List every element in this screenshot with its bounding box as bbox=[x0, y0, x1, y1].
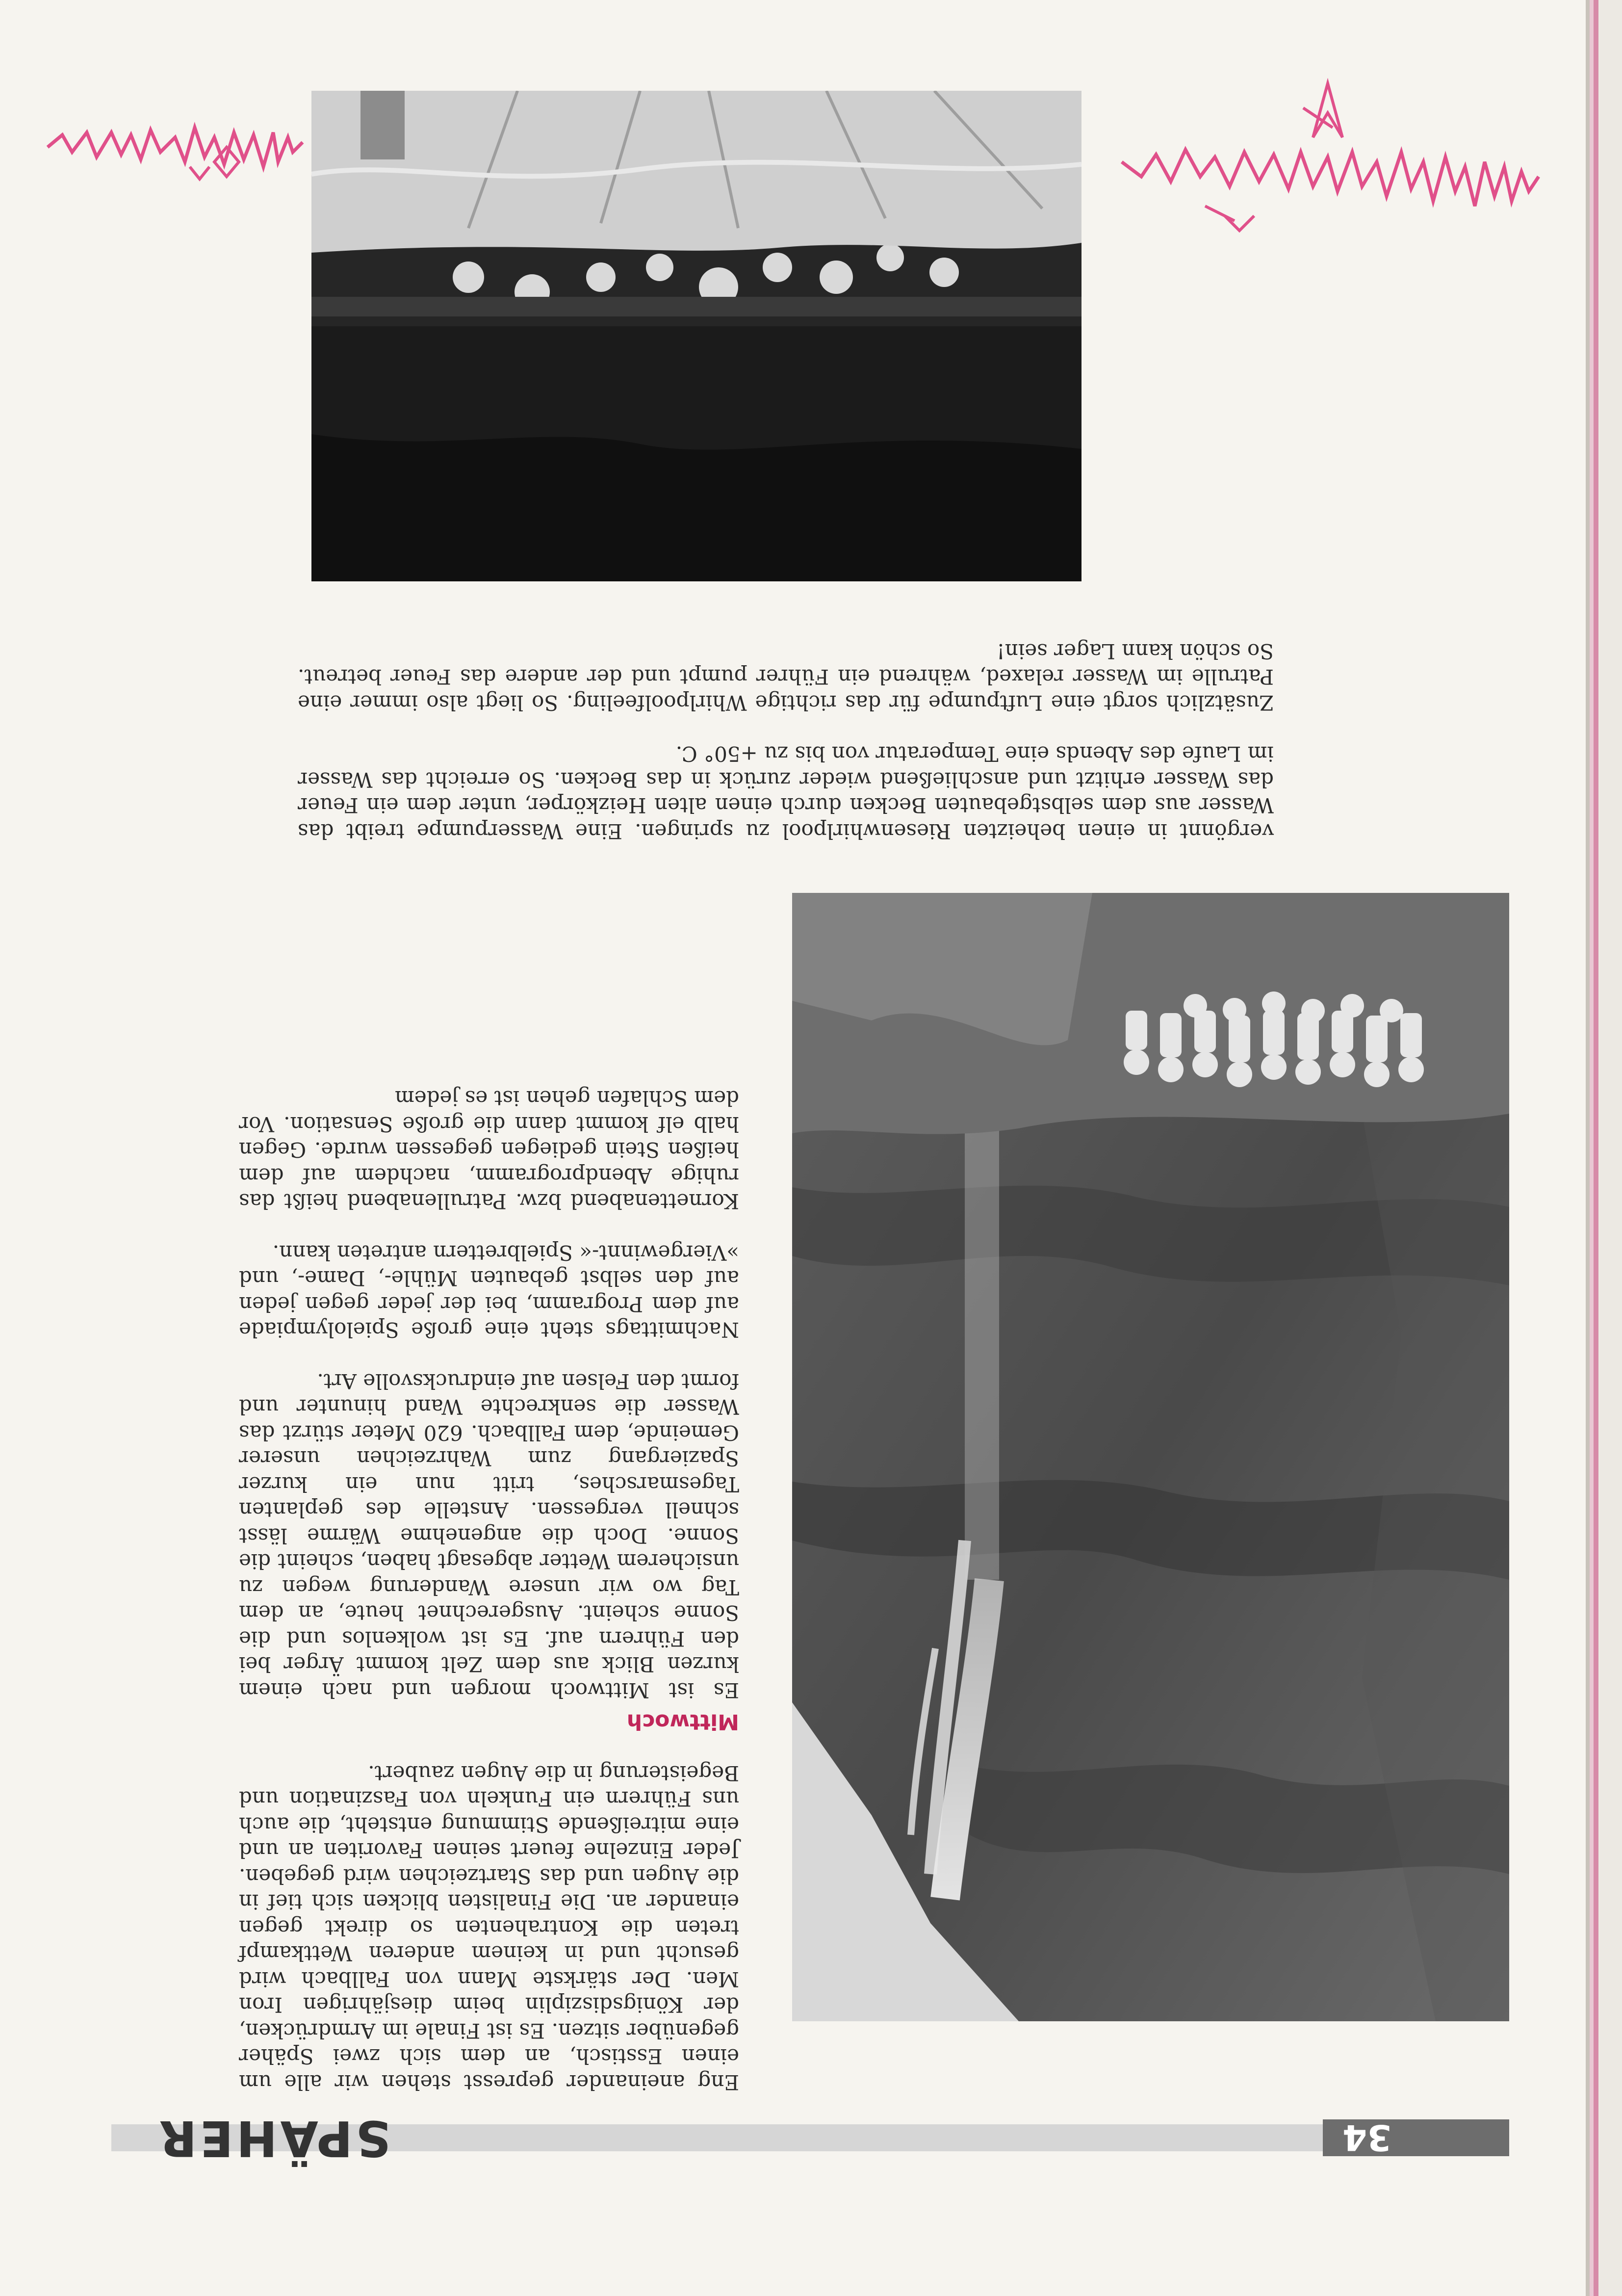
whirlpool-photo-image bbox=[311, 91, 1081, 581]
pink-doodle-left bbox=[33, 108, 308, 182]
article-column-lower bbox=[298, 613, 1274, 844]
section-title: SPÄHER bbox=[156, 2110, 391, 2167]
article-paragraph: vergönnt in einen beheizten Riesenwhirlpool zu springen. Eine Wasserpumpe treibt das Wasser aus dem selbstgebauten Becken durch einen alten Heizkörper, unter dem ein Feuer das Wasser erhitzt und anschließend wieder zurück in das Becken. So erreicht das Wasser im Laufe des Abends eine Temperatur von bis zu +50° C. bbox=[298, 742, 1274, 843]
page-number-box bbox=[1323, 2117, 1509, 2159]
paper-edge-grey-stripe bbox=[1586, 0, 1590, 2296]
paper-edge-pink-stripe bbox=[1594, 0, 1598, 2296]
article-paragraph: Nachmittags steht eine große Spielolympiade auf dem Programm, bei der jeder gegen jeden auf den selbst gebauten Mühle-, Dame-, und »Viergewinnt-« Spielbrettern antreten kann. bbox=[239, 1241, 739, 1342]
article-paragraph: Eng aneinander gepresst stehen wir alle um einen Esstisch, an dem sich zwei Späher gegenüber sitzen. Es ist Finale im Armdrücken, der Königsdisziplin beim diesjährigen Iron Men. Der stärkste Mann von Fallbach wird gesucht und in keinem anderen Wettkampf treten die Kontrahenten so direkt gegen einander an. Die Finalisten blicken sich tief in die Augen und das Startzeichen wird gegeben. Jeder Einzelne feuert seinen Favoriten an und eine mitreißende Stimmung entsteht, die auch uns Führern ein Funkeln von Faszination und Begeisterung in die Augen zaubert. bbox=[239, 1761, 739, 2094]
paper-edge-light-stripe bbox=[1590, 0, 1594, 2296]
article-column-upper bbox=[239, 1085, 739, 2095]
article-paragraph: Zusätzlich sorgt eine Luftpumpe für das richtige Whirlpoolfeeling. So liegt also immer eine Patrulle im Wasser relaxed, während ein Führer pumpt und der andere das Feuer betreut. So schön kann Lager sein! bbox=[298, 639, 1274, 715]
whirlpool-photo bbox=[311, 91, 1081, 581]
waterfall-photo bbox=[792, 893, 1509, 2021]
article-paragraph: Kornettenabend bzw. Patrullenabend heißt das ruhige Abendprogramm, nachdem auf dem heißen Stein gediegen gegessen wurde. Gegen halb elf kommt dann die große Sensation. Vor dem Schlafen gehen ist es jedem bbox=[239, 1086, 739, 1214]
waterfall-photo-image bbox=[792, 893, 1509, 2021]
pink-doodle-right bbox=[1107, 69, 1548, 235]
subheading-mittwoch: Mittwoch bbox=[626, 1709, 739, 1735]
page-number: 34 bbox=[1342, 2117, 1392, 2159]
article-paragraph: Es ist Mittwoch morgen und nach einem kurzen Blick aus dem Zelt kommt Ärger bei den Führern auf. Es ist wolkenlos und die Sonne scheint. Ausgerechnet heute, an dem Tag wo wir unsere Wanderung wegen zu unsicherem Wetter abgesagt haben, scheint die Sonne. Doch die angenehme Wärme lässt schnell vergessen. Anstelle des geplanten Tagesmarsches, tritt nun ein kurzer Spaziergang zum Wahrzeichen unserer Gemeinde, dem Fallbach. 620 Meter stürzt das Wasser die senkrechte Wand hinunter und formt den Felsen auf eindrucksvolle Art. bbox=[239, 1369, 739, 1702]
paper-edge bbox=[1598, 0, 1622, 2296]
